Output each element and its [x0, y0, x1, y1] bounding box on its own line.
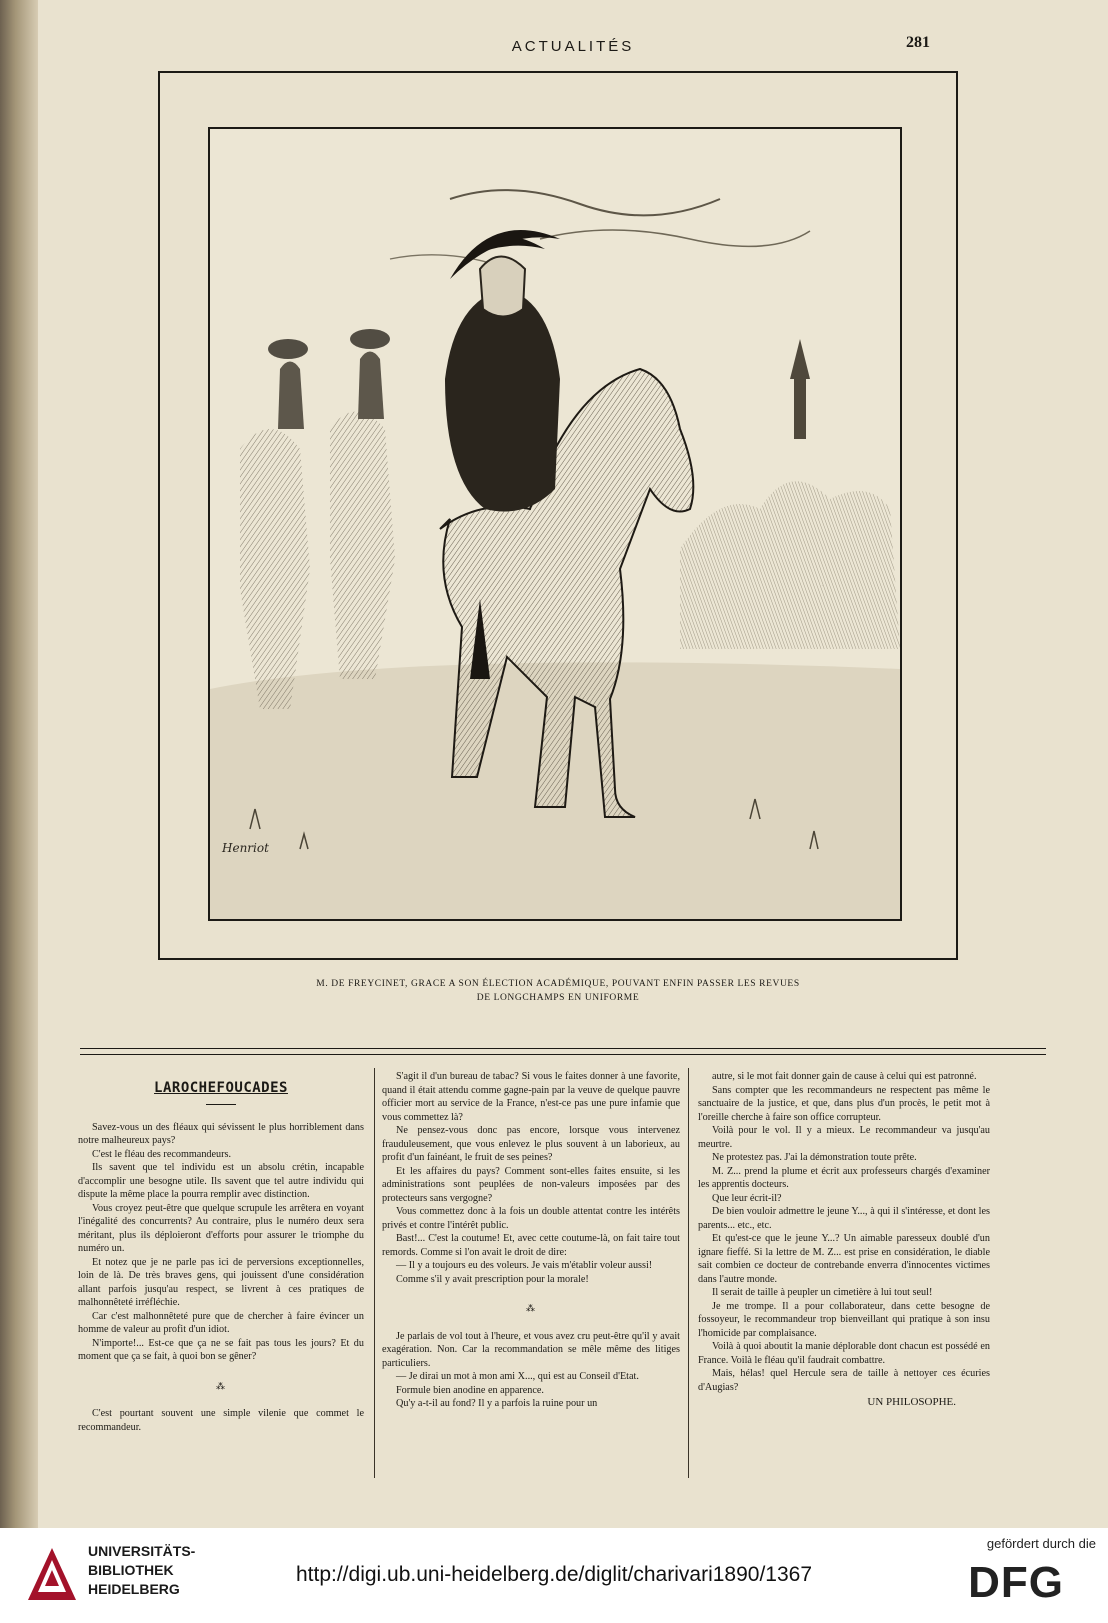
article-paragraph: Car c'est malhonnêteté pure que de chercher à faire évincer un homme de valeur au profit d'un idiot. — [78, 1310, 364, 1335]
column-body — [78, 1407, 364, 1434]
article-column-2 — [382, 1070, 680, 1411]
title-rule — [206, 1104, 236, 1105]
permalink-url[interactable]: http://digi.ub.uni-heidelberg.de/diglit/charivari1890/1367 — [295, 1563, 813, 1586]
article-paragraph: — Il y a toujours eu des voleurs. Je vais m'établir voleur aussi! — [396, 1260, 653, 1271]
author-signoff: UN PHILOSOPHE. — [867, 1396, 956, 1408]
library-name-line: HEIDELBERG — [88, 1581, 180, 1597]
article-paragraph: Et notez que je ne parle pas ici de perversions exceptionnelles, loin de là. De très braves gens, qui jouissent d'une considération allant parfois jusqu'au respect, se livrent à ces pratiques de malhonnêteté irréfléchie. — [78, 1256, 364, 1308]
artist-signature: Henriot — [222, 841, 269, 855]
article-paragraph: Ils savent que tel individu est un absolu crétin, incapable d'accomplir une besogne utile. Ils savent que tel autre individu qui dispute la même place la pourra remplir avec distinction. — [78, 1162, 364, 1200]
column-divider — [688, 1068, 689, 1478]
library-name-line: UNIVERSITÄTS- — [88, 1543, 196, 1559]
illustration-caption — [218, 977, 898, 1005]
section-stars: ⁂ — [216, 1380, 226, 1391]
article-paragraph: C'est pourtant souvent une simple vilenie que commet le recommandeur. — [78, 1408, 364, 1433]
column-body — [698, 1070, 990, 1394]
column-body — [382, 1070, 680, 1286]
article-paragraph: Je parlais de vol tout à l'heure, et vous avez cru peut-être qu'il y avait exagération. Non. Car la recommandation se mêle même des litiges particuliers. — [382, 1330, 680, 1369]
book-gutter — [0, 0, 38, 1528]
background-trees — [680, 481, 900, 649]
article-paragraph: C'est le fléau des recommandeurs. — [92, 1148, 232, 1160]
article-paragraph: Et les affaires du pays? Comment sont-elles faites ensuite, si les administrations sont peuplées de non-valeurs imposées par des protecteurs sans vergogne? — [382, 1165, 680, 1204]
article-paragraph: Je me trompe. Il a pour collaborateur, dans cette besogne de fossoyeur, le recommandeur trop bienveillant qui pratique à son insu l'homicide par complaisance. — [698, 1300, 990, 1339]
article-paragraph: Ne protestez pas. J'ai la démonstration toute prête. — [712, 1152, 917, 1163]
article-paragraph: Ne pensez-vous donc pas encore, lorsque vous intervenez frauduleusement, que vous enlevez le plus souvent à un laborieux, au profit d'un fainéant, le fruit de ses peines? — [382, 1125, 680, 1163]
cloud-streak — [450, 190, 720, 215]
article-paragraph: Formule bien anodine en apparence. — [396, 1384, 544, 1396]
article-paragraph: Et qu'est-ce que le jeune Y...? Un aimable paresseux doublé d'un ignare fieffé. Si la lettre de M. Z... est prise en considération, le diable sait combien ce docteur de contrebande enverra d'innocentes victimes dans l'autre monde. — [698, 1233, 990, 1285]
article-paragraph: Bast!... C'est la coutume! Et, avec cette coutume-là, on fait taire tout remords. Comme si l'on avait le droit de dire: — [382, 1233, 680, 1258]
article-title: LAROCHEFOUCADES — [154, 1080, 288, 1096]
newspaper-page — [38, 0, 1108, 1528]
article-paragraph: Vous commettez donc à la fois un double attentat contre les intérêts privés et contre l'intérêt public. — [382, 1206, 680, 1231]
column-body — [78, 1121, 364, 1364]
digitization-footer — [0, 1528, 1108, 1623]
dfg-logo: DFG — [968, 1558, 1064, 1607]
article-column-1 — [78, 1070, 364, 1434]
article-paragraph: De bien vouloir admettre le jeune Y..., à qui il s'intéresse, et dont les parents... etc., etc. — [698, 1206, 990, 1231]
section-rule — [80, 1048, 1046, 1049]
escort-riders — [240, 329, 395, 709]
engraving-rider — [210, 129, 900, 919]
running-title: ACTUALITÉS — [511, 38, 635, 55]
article-paragraph: autre, si le mot fait donner gain de cause à celui qui est patronné. — [712, 1071, 977, 1082]
article-column-3 — [698, 1070, 990, 1410]
funding-note: gefördert durch die — [986, 1536, 1096, 1551]
section-stars: ⁂ — [526, 1303, 536, 1313]
article-paragraph: Qu'y a-t-il au fond? Il y a parfois la ruine pour un — [396, 1398, 598, 1409]
pavilion — [790, 339, 810, 439]
article-paragraph: Sans compter que les recommandeurs ne respectent pas même le sanctuaire de la justice, et que, dans plus d'un procès, le petit mot à l'oreille cherche à faire son office corrupteur. — [698, 1084, 990, 1123]
article-paragraph: Il serait de taille à peupler un cimetière à lui tout seul! — [712, 1287, 933, 1298]
article-paragraph: Voilà à quoi aboutit la manie déplorable dont chacun est possédé en France. Voilà le fléau qu'il faudrait combattre. — [698, 1341, 990, 1366]
library-name-line: BIBLIOTHEK — [88, 1562, 174, 1578]
article-paragraph: Voilà pour le vol. Il y a mieux. Le recommandeur va jusqu'au meurtre. — [698, 1125, 990, 1150]
article-paragraph: M. Z... prend la plume et écrit aux professeurs chargés d'examiner les apprentis docteurs. — [698, 1165, 990, 1190]
illustration — [208, 127, 902, 921]
column-body — [382, 1330, 680, 1411]
article-paragraph: Que leur écrit-il? — [712, 1192, 782, 1204]
article-paragraph: Comme s'il y avait prescription pour la morale! — [396, 1273, 589, 1285]
caption-line: M. DE FREYCINET, GRACE A SON ÉLECTION ACADÉMIQUE, POUVANT ENFIN PASSER LES REVUES — [316, 979, 800, 989]
column-divider — [374, 1068, 375, 1478]
article-paragraph: Vous croyez peut-être que quelque scrupule les arrêtera en voyant l'inégalité des concurrents? Au contraire, plus le numéro deux sera méritant, plus ils déploieront d'efforts pour assurer le triomphe du numéro un. — [78, 1202, 364, 1254]
cloud-streak — [540, 230, 810, 246]
page-number: 281 — [906, 34, 930, 51]
article-paragraph: S'agit il d'un bureau de tabac? Si vous le faites donner à une favorite, quand il était attendu comme gagne-pain par la veuve de quelque pauvre officier mort au service de la France, n'est-ce pas une pure infamie que vous commettez là? — [382, 1071, 680, 1123]
article-paragraph: Mais, hélas! quel Hercule sera de taille à nettoyer ces écuries d'Augias? — [698, 1368, 990, 1393]
article-paragraph: N'importe!... Est-ce que ça ne se fait pas tous les jours? Et du moment que ça se fait, à quoi bon se gêner? — [78, 1337, 364, 1362]
article-paragraph: Savez-vous un des fléaux qui sévissent le plus horriblement dans notre malheureux pays? — [78, 1121, 364, 1146]
section-rule — [80, 1054, 1046, 1055]
article-paragraph: — Je dirai un mot à mon ami X..., qui est au Conseil d'Etat. — [396, 1371, 639, 1382]
caption-line: DE LONGCHAMPS EN UNIFORME — [476, 993, 640, 1003]
